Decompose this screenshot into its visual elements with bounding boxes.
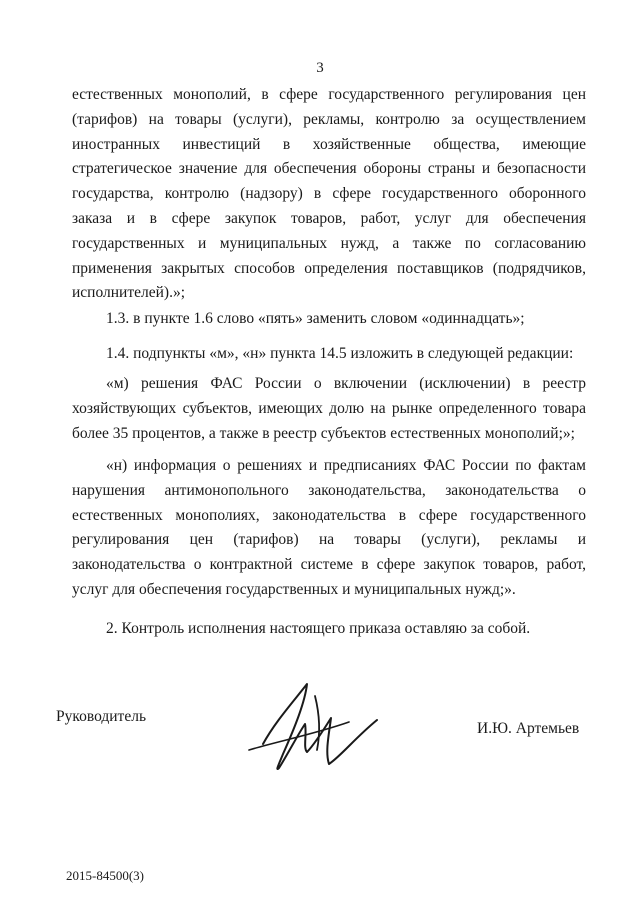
paragraph-item-1-3: 1.3. в пункте 1.6 слово «пять» заменить словом «одиннадцать»; — [106, 310, 525, 327]
paragraph-item-2: 2. Контроль исполнения настоящего приказа оставляю за собой. — [106, 620, 531, 637]
document-code: 2015-84500(3) — [66, 868, 144, 883]
signer-name: И.Ю. Артемьев — [477, 720, 580, 737]
paragraph-item-1-4: 1.4. подпункты «м», «н» пункта 14.5 изложить в следующей редакции: — [106, 345, 574, 362]
paragraph-subitem-m: «м) решения ФАС России о включении (исключении) в реестр хозяйствующих субъектов, имеющих долю на рынке определенного товара более 35 процентов, а также в реестр субъектов естественных монополий;»; — [72, 375, 586, 442]
signer-title: Руководитель — [56, 708, 147, 725]
paragraph-subitem-n: «н) информация о решениях и предписаниях ФАС России по фактам нарушения антимонопольного законодательства, законодательства о естественных монополиях, законодательства в сфере государственного регулирования цен (тарифов) на товары (услуги), рекламы и законодательства о контрактной системе в сфере закупок товаров, работ, услуг для обеспечения государственных и муниципальных нужд;». — [72, 457, 586, 598]
page-number: 3 — [316, 60, 324, 76]
paragraph-continuation: естественных монополий, в сфере государственного регулирования цен (тарифов) на товары (услуги), рекламы, контролю за осуществлением иностранных инвестиций в хозяйственные общества, имеющие стратегическое значение для обеспечения обороны страны и безопасности государства, контролю (надзору) в сфере государственного оборонного заказа и в сфере закупок товаров, работ, услуг для обеспечения государственных и муниципальных нужд, а также по согласованию применения закрытых способов определения поставщиков (подрядчиков, исполнителей).»; — [72, 86, 586, 302]
handwritten-signature — [245, 672, 395, 782]
